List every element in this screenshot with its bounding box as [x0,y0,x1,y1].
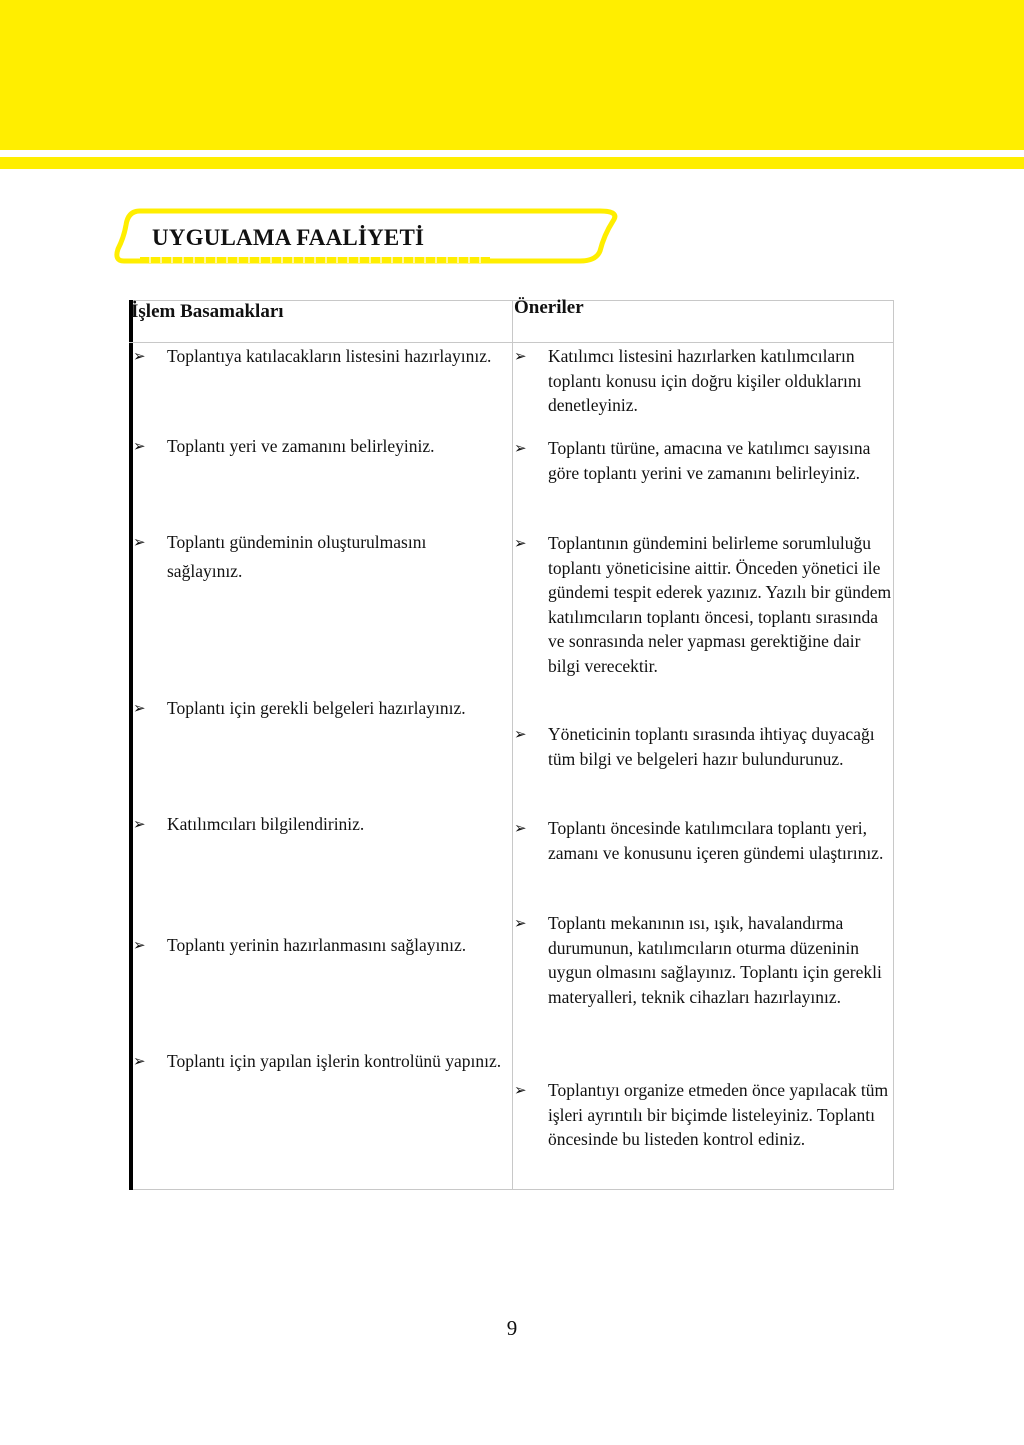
arrowhead-bullet-icon: ➢ [514,914,527,932]
arrowhead-bullet-icon: ➢ [133,936,146,954]
table-column-divider [512,300,513,1190]
arrowhead-bullet-icon: ➢ [133,437,146,455]
column-header-suggestions: Öneriler [514,297,584,318]
arrowhead-bullet-icon: ➢ [133,347,146,365]
arrowhead-bullet-icon: ➢ [514,534,527,552]
suggestion-item: ➢ Toplantı mekanının ısı, ışık, havalandırma durumunun, katılımcıların oturma düzeninin uygun olmasını sağlayınız. Toplantı için gerekli materyalleri, teknik cihazları hazırlayınız. [514,913,882,1007]
header-yellow-stripe [0,157,1024,169]
suggestion-item: ➢ Toplantının gündemini belirleme sorumluluğu toplantı yöneticisine aittir. Önceden yönetici ile gündemi tespit ederek yazınız. Yazılı bir gündem katılımcıların toplantı öncesi, toplantı sırasında ve sonrasında neler yapması gerektiğine dair bilgi verecektir. [514,533,892,676]
arrowhead-bullet-icon: ➢ [514,725,527,743]
arrowhead-bullet-icon: ➢ [514,819,527,837]
arrowhead-bullet-icon: ➢ [514,347,527,365]
step-item: ➢ Toplantı için gerekli belgeleri hazırlayınız. [133,695,503,722]
step-item: ➢ Toplantı için yapılan işlerin kontrolünü yapınız. [133,1047,503,1076]
arrowhead-bullet-icon: ➢ [133,699,146,717]
step-item: ➢ Katılımcıları bilgilendiriniz. [133,812,503,837]
step-item: ➢ Toplantı yerinin hazırlanmasını sağlayınız. [133,933,503,958]
suggestion-item: ➢ Katılımcı listesini hazırlarken katılımcıların toplantı konusu için doğru kişiler olduklarını denetleyiniz. [514,346,862,415]
heading-underline-stripe [140,257,490,263]
suggestion-item: ➢ Toplantı öncesinde katılımcılara toplantı yeri, zamanı ve konusunu içeren gündemi ulaştırınız. [514,818,884,863]
arrowhead-bullet-icon: ➢ [133,815,146,833]
arrowhead-bullet-icon: ➢ [514,439,527,457]
step-item: ➢ Toplantıya katılacakların listesini hazırlayınız. [133,344,503,369]
step-item: ➢ Toplantı yeri ve zamanını belirleyiniz. [133,434,503,459]
section-heading-frame [110,205,620,267]
arrowhead-bullet-icon: ➢ [514,1081,527,1099]
column-header-steps: İşlem Basamakları [131,301,284,322]
step-item: ➢ Toplantı gündeminin oluşturulmasını sağlayınız. [133,528,503,586]
suggestion-item: ➢ Yöneticinin toplantı sırasında ihtiyaç duyacağı tüm bilgi ve belgeleri hazır bulundurunuz. [514,724,875,769]
header-yellow-band [0,0,1024,150]
table-header-divider [129,342,894,343]
arrowhead-bullet-icon: ➢ [133,1052,146,1070]
suggestion-item: ➢ Toplantıyı organize etmeden önce yapılacak tüm işleri ayrıntılı bir biçimde listeleyiniz. Toplantı öncesinde bu listeden kontrol ediniz. [514,1080,889,1149]
page-number: 9 [506,1316,518,1340]
section-title: UYGULAMA FAALİYETİ [152,225,425,250]
suggestion-item: ➢ Toplantı türüne, amacına ve katılımcı sayısına göre toplantı yerini ve zamanını belirleyiniz. [514,438,871,483]
arrowhead-bullet-icon: ➢ [133,533,146,551]
